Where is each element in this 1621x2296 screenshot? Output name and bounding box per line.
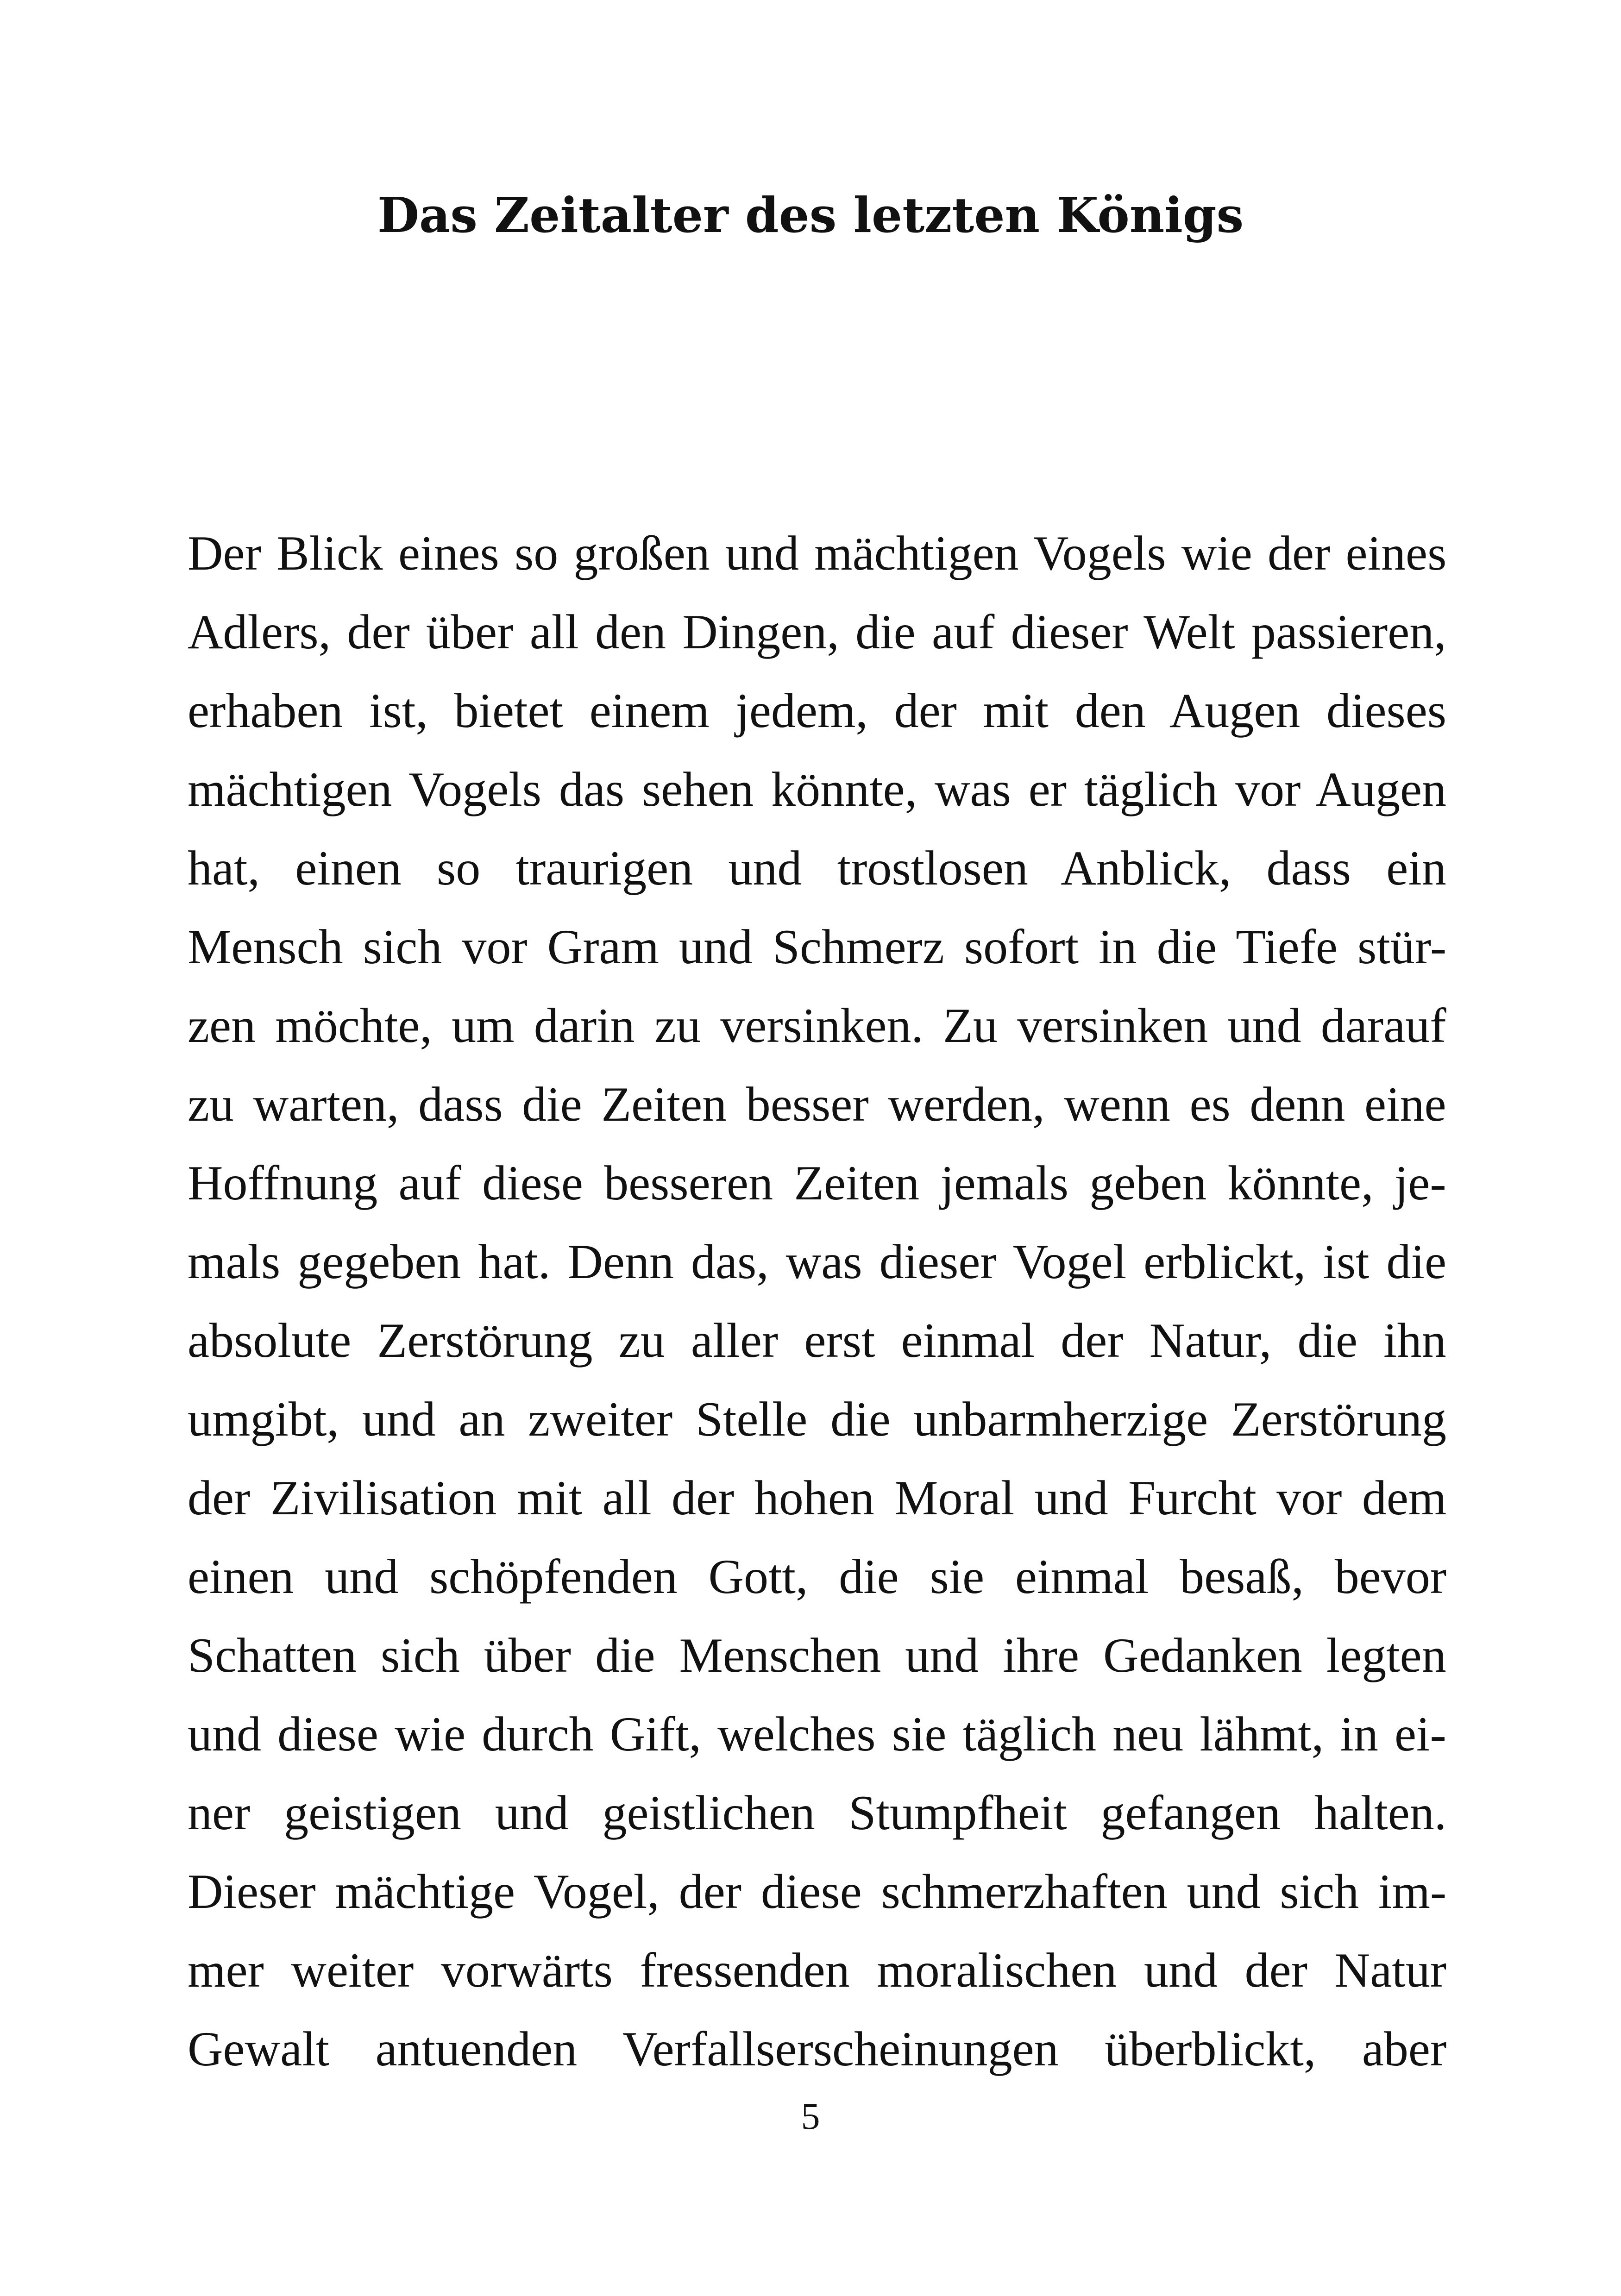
chapter-title: Das Zeitalter des letzten Königs <box>377 187 1244 244</box>
text-line: zen möchte, um darin zu versinken. Zu versinken und darauf <box>188 998 1446 1053</box>
text-line: Mensch sich vor Gram und Schmerz sofort in die Tiefe stür- <box>188 920 1446 974</box>
text-line: mächtigen Vogels das sehen könnte, was er täglich vor Augen <box>188 762 1446 816</box>
text-line: umgibt, und an zweiter Stelle die unbarmherzige Zerstörung <box>188 1392 1446 1446</box>
text-line: Gewalt antuenden Verfallserscheinungen überblickt, aber <box>188 2022 1446 2076</box>
text-line: Adlers, der über all den Dingen, die auf dieser Welt passieren, <box>188 605 1446 659</box>
text-line: und diese wie durch Gift, welches sie täglich neu lähmt, in ei- <box>188 1707 1446 1761</box>
body-paragraph <box>188 514 1446 2089</box>
text-line: Dieser mächtige Vogel, der diese schmerzhaften und sich im- <box>188 1864 1446 1919</box>
text-line: Hoffnung auf diese besseren Zeiten jemals geben könnte, je- <box>188 1156 1446 1210</box>
text-line: zu warten, dass die Zeiten besser werden, wenn es denn eine <box>188 1077 1446 1131</box>
text-line: erhaben ist, bietet einem jedem, der mit den Augen dieses <box>188 684 1446 738</box>
page-number: 5 <box>801 2095 820 2137</box>
text-line: Der Blick eines so großen und mächtigen Vogels wie der eines <box>188 526 1446 580</box>
text-line: absolute Zerstörung zu aller erst einmal der Natur, die ihn <box>188 1313 1446 1368</box>
text-line: hat, einen so traurigen und trostlosen Anblick, dass ein <box>188 841 1446 895</box>
text-line: ner geistigen und geistlichen Stumpfheit gefangen halten. <box>188 1786 1446 1840</box>
text-line: mals gegeben hat. Denn das, was dieser Vogel erblickt, ist die <box>188 1235 1446 1289</box>
text-line: der Zivilisation mit all der hohen Moral und Furcht vor dem <box>188 1471 1446 1525</box>
text-line: einen und schöpfenden Gott, die sie einmal besaß, bevor <box>188 1549 1446 1604</box>
text-line: mer weiter vorwärts fressenden moralischen und der Natur <box>188 1943 1446 1997</box>
text-line: Schatten sich über die Menschen und ihre Gedanken legten <box>188 1628 1446 1682</box>
